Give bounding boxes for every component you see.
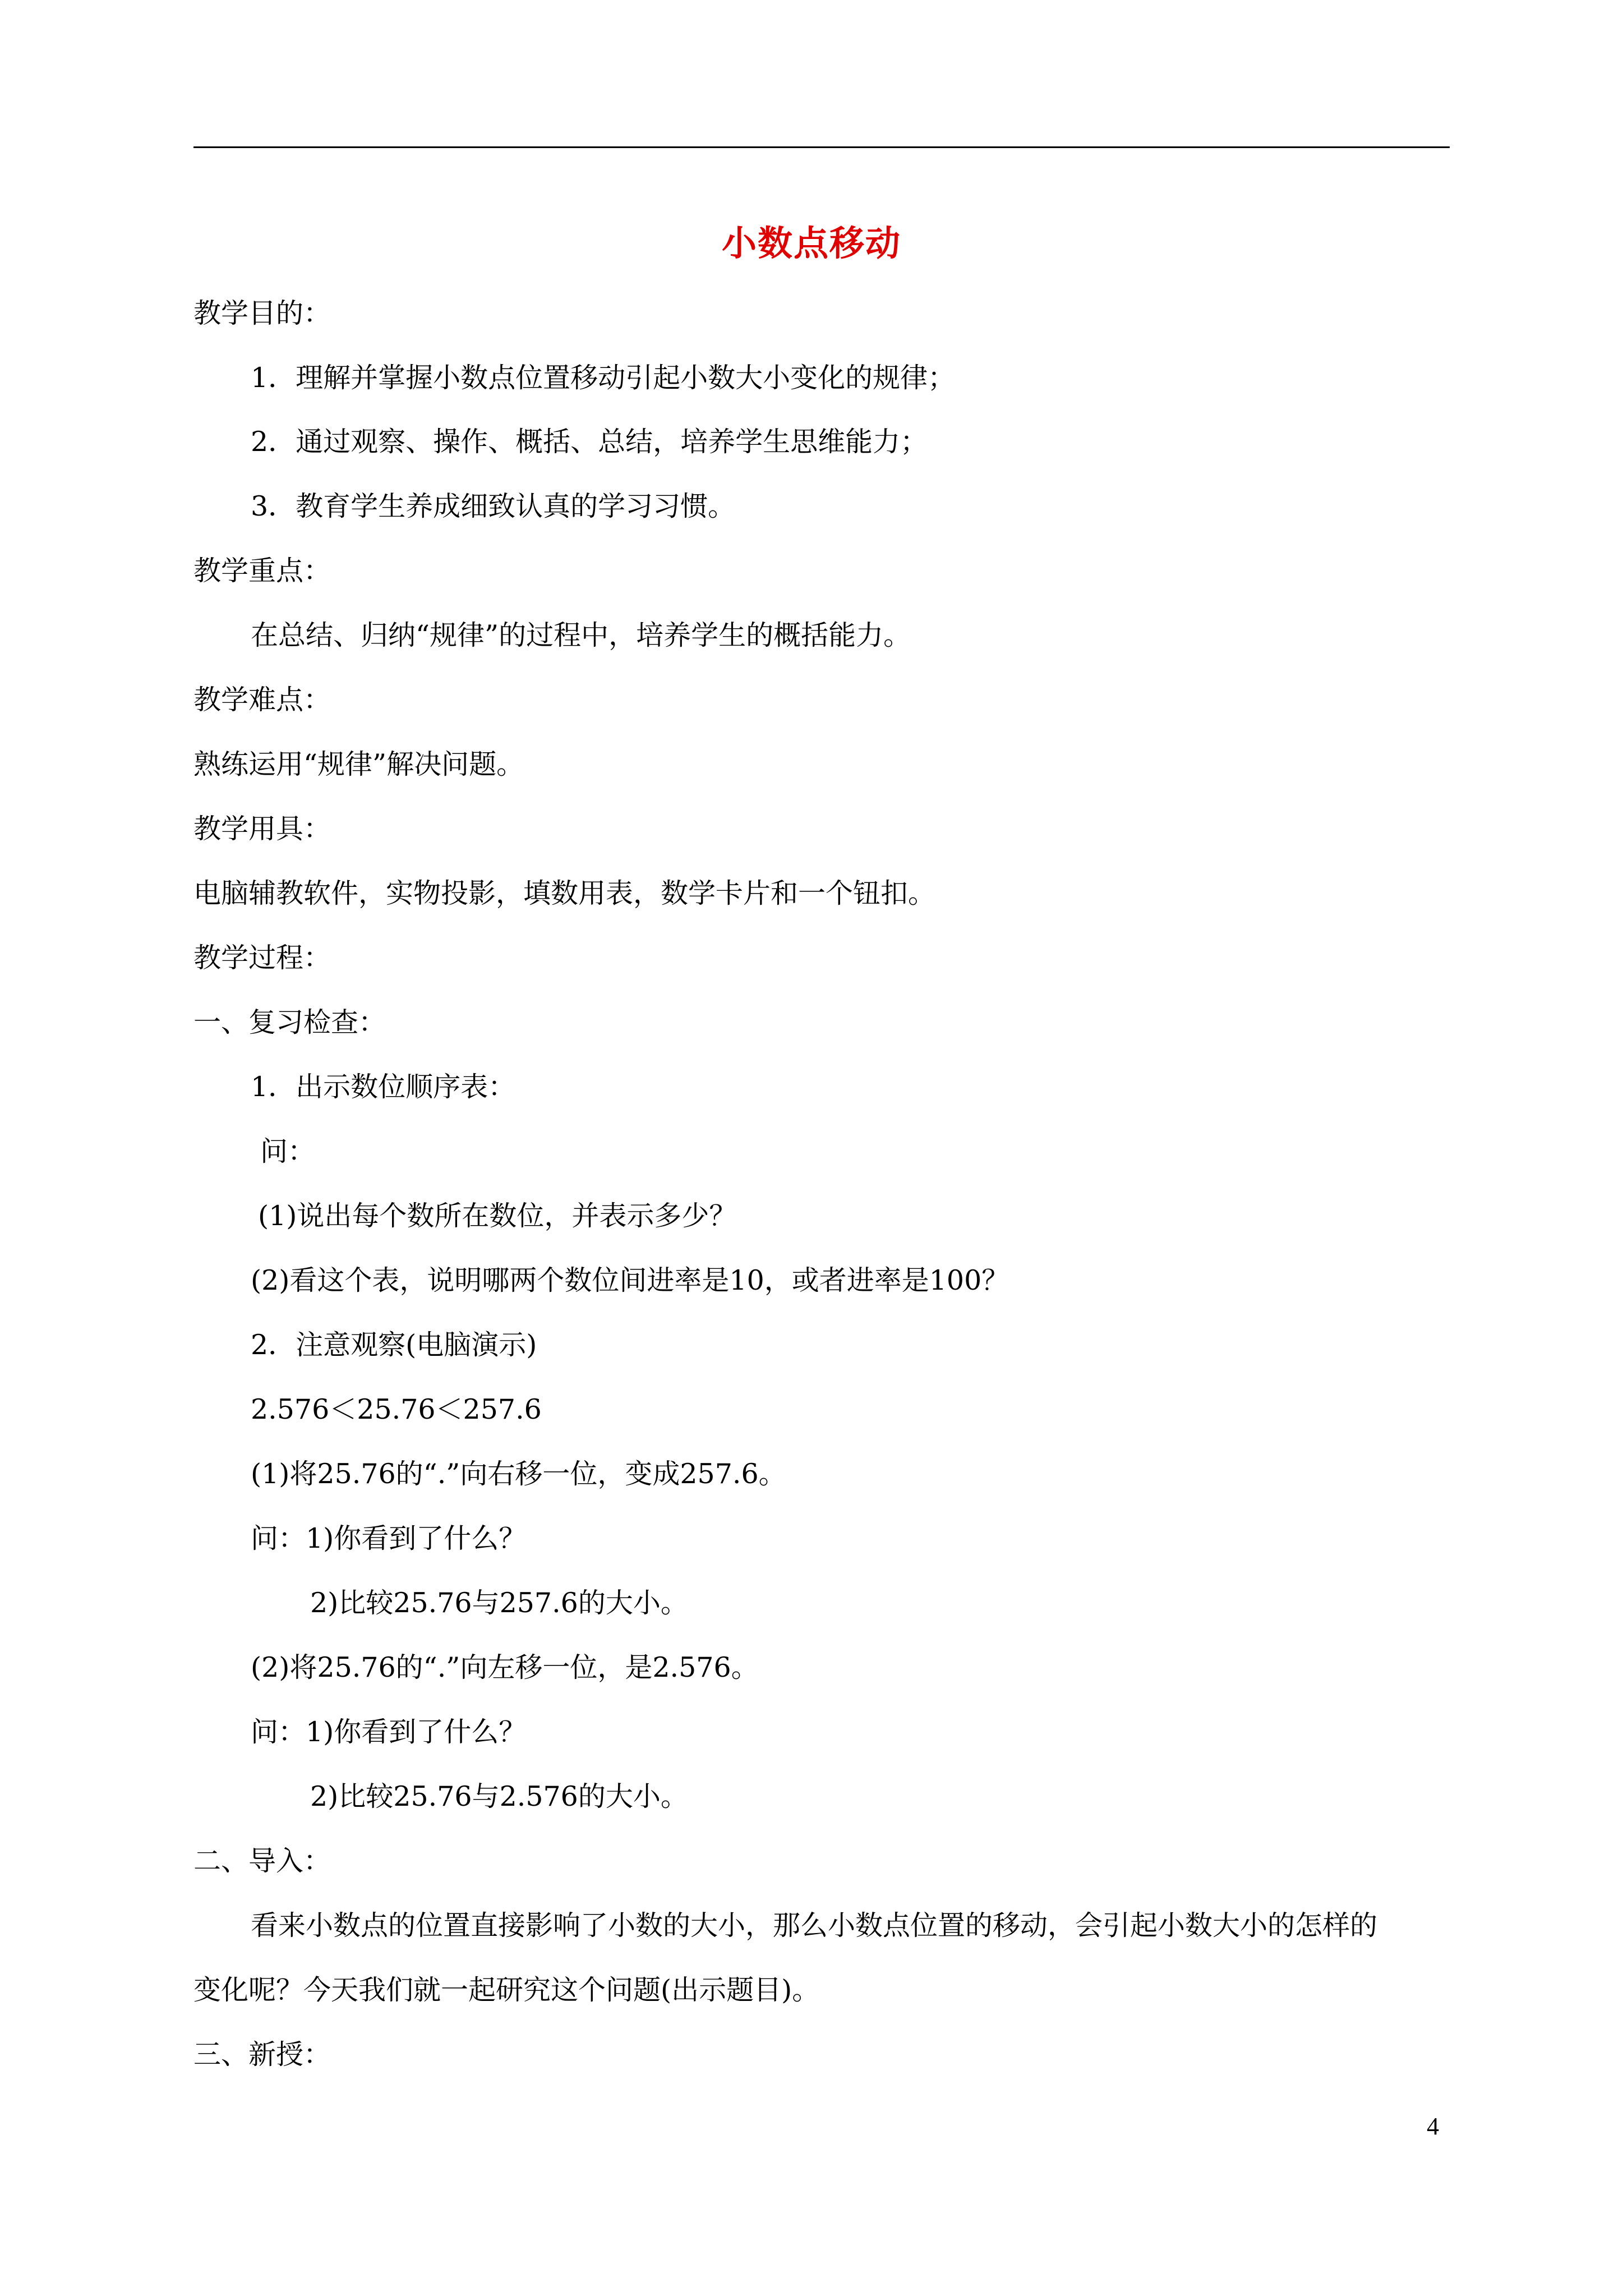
header-rule — [193, 146, 1450, 148]
question-1: (1)说出每个数所在数位，并表示多少？ — [258, 1200, 737, 1232]
heading-tools: 教学用具： — [193, 813, 331, 845]
review-item-2: 2．注意观察(电脑演示) — [251, 1329, 537, 1361]
intro-text-1: 看来小数点的位置直接影响了小数的大小，那么小数点位置的移动，会引起小数大小的怎样的 — [251, 1910, 1378, 1941]
step-left-q2: 2)比较25.76与2.576的大小。 — [310, 1780, 688, 1812]
step-left-move: (2)将25.76的“.”向左移一位，是2.576。 — [251, 1651, 759, 1683]
page-number: 4 — [1427, 2113, 1439, 2140]
step-right-q1: 问：1)你看到了什么？ — [251, 1522, 527, 1554]
heading-objectives: 教学目的： — [193, 297, 331, 329]
step-right-move: (1)将25.76的“.”向右移一位，变成257.6。 — [251, 1458, 786, 1490]
question-label: 问： — [260, 1135, 316, 1167]
comparison-formula: 2.576＜25.76＜257.6 — [251, 1393, 542, 1425]
section-review: 一、复习检查： — [193, 1006, 386, 1038]
heading-process: 教学过程： — [193, 942, 331, 974]
key-point-text: 在总结、归纳“规律”的过程中，培养学生的概括能力。 — [251, 619, 911, 651]
document-title: 小数点移动 — [721, 223, 901, 264]
tools-text: 电脑辅教软件，实物投影，填数用表，数学卡片和一个钮扣。 — [193, 877, 936, 909]
section-new-lesson: 三、新授： — [193, 2039, 331, 2070]
objective-1: 1．理解并掌握小数点位置移动引起小数大小变化的规律； — [251, 362, 956, 394]
difficulty-text: 熟练运用“规律”解决问题。 — [193, 748, 524, 780]
question-2: (2)看这个表，说明哪两个数位间进率是10，或者进率是100？ — [251, 1264, 1009, 1296]
step-left-q1: 问：1)你看到了什么？ — [251, 1716, 527, 1748]
heading-key-point: 教学重点： — [193, 555, 331, 587]
objective-3: 3．教育学生养成细致认真的学习习惯。 — [251, 490, 736, 522]
review-item-1: 1．出示数位顺序表： — [251, 1071, 516, 1103]
section-intro: 二、导入： — [193, 1845, 331, 1877]
intro-text-2: 变化呢？今天我们就一起研究这个问题(出示题目)。 — [193, 1974, 820, 2006]
objective-2: 2．通过观察、操作、概括、总结，培养学生思维能力； — [251, 426, 928, 458]
step-right-q2: 2)比较25.76与257.6的大小。 — [310, 1587, 688, 1619]
heading-difficulty: 教学难点： — [193, 684, 331, 716]
